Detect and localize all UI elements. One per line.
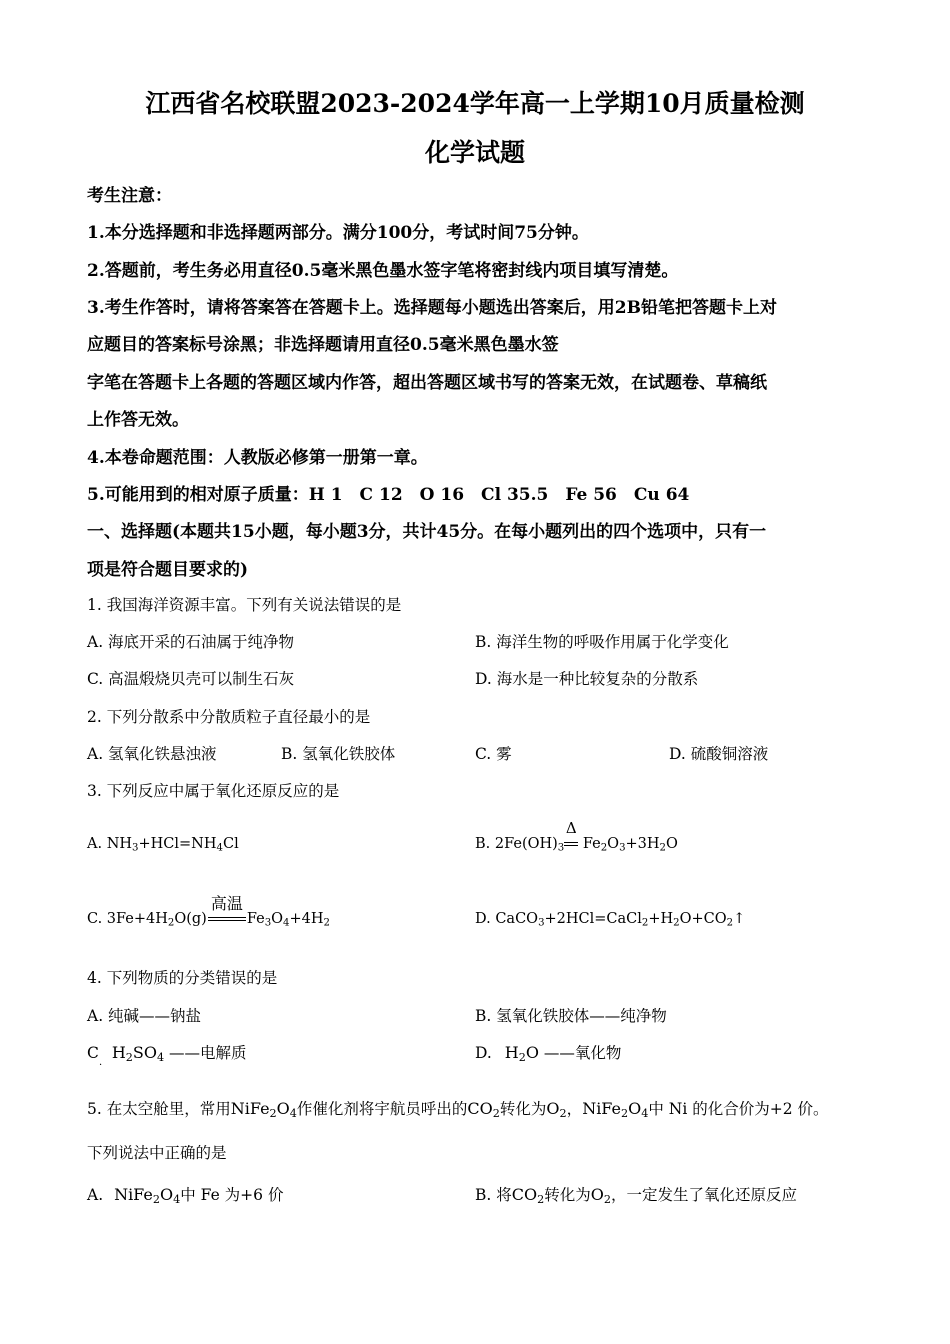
- exam-title: 江西省名校联盟2023-2024学年高一上学期10月质量检测: [145, 89, 805, 118]
- q3-option-d-label: D.: [475, 911, 496, 927]
- question-5-stem-cont: 下列说法中正确的是: [87, 1144, 227, 1162]
- q3-option-a-label: A.: [87, 836, 107, 852]
- section-heading-cont: 项是符合题目要求的): [87, 560, 249, 580]
- notice-item: 2.答题前，考生务必用直径0.5毫米黑色墨水签字笔将密封线内项目填写清楚。: [87, 261, 679, 281]
- q5-option-a: A. $NiFe_2O_4$中 Fe 为+6 价: [87, 1185, 284, 1206]
- delta-symbol: Δ: [565, 819, 577, 837]
- q4-option-c-text: ——电解质: [169, 1044, 247, 1062]
- q5-option-a-label: A.: [87, 1186, 104, 1204]
- notice-item: 上作答无效。: [87, 410, 189, 430]
- question-3-stem: 3. 下列反应中属于氧化还原反应的是: [87, 782, 340, 800]
- q5-stem-part: ，: [566, 1100, 583, 1118]
- q1-option-d: D. 海水是一种比较复杂的分散系: [475, 670, 699, 688]
- q5-option-b-part: ，一定发生了氧化还原反应: [611, 1186, 798, 1204]
- notice-item: 1.本分选择题和非选择题两部分。满分100分，考试时间75分钟。: [87, 223, 589, 243]
- q5-stem-part: 中 Ni 的化合价为+2 价。: [648, 1100, 829, 1118]
- stray-dot: ·: [99, 1060, 103, 1071]
- section-heading: 一、选择题(本题共15小题，每小题3分，共计45分。在每小题列出的四个选项中，只有一: [87, 522, 767, 542]
- notice-item: 5.可能用到的相对原子质量：H 1 C 12 O 16 Cl 35.5 Fe 56 Cu 64: [87, 485, 690, 505]
- q4-option-d: D. $H_2O$ ——氧化物: [475, 1043, 622, 1064]
- question-4-stem: 4. 下列物质的分类错误的是: [87, 969, 278, 987]
- q1-option-a: A. 海底开采的石油属于纯净物: [87, 633, 295, 651]
- question-2-stem: 2. 下列分散系中分散质粒子直径最小的是: [87, 708, 371, 726]
- q3-option-b: B. $2Fe(OH)_3$ Δ $Fe_2O_3+3H_2O$: [475, 819, 678, 854]
- q5-option-b-part: B. 将: [475, 1186, 512, 1204]
- question-1-stem: 1. 我国海洋资源丰富。下列有关说法错误的是: [87, 596, 402, 614]
- notice-item: 字笔在答题卡上各题的答题区域内作答，超出答题区域书写的答案无效，在试题卷、草稿纸: [87, 373, 767, 393]
- q5-option-a-text: 中 Fe 为+6 价: [180, 1186, 284, 1204]
- question-5-stem: 5. 在太空舱里，常用$NiFe_2O_4$作催化剂将宇航员呼出的$CO_2$转化为$O_2$，$NiFe_2O_4$中 Ni 的化合价为+2 价。: [87, 1099, 829, 1120]
- exam-subtitle: 化学试题: [424, 138, 525, 167]
- notice-item: 3.考生作答时，请将答案答在答题卡上。选择题每小题选出答案后，用2B铅笔把答题卡上对: [87, 298, 777, 318]
- q4-option-c: C $H_2SO_4$ ——电解质: [87, 1043, 247, 1064]
- q2-option-b: B. 氢氧化铁胶体: [281, 745, 396, 763]
- q4-option-b: B. 氢氧化铁胶体——纯净物: [475, 1007, 667, 1025]
- q3-option-d: D. $CaCO_3+2HCl=CaCl_2+H_2O+CO_2↑$: [475, 911, 746, 929]
- notice-item: 4.本卷命题范围：人教版必修第一册第一章。: [87, 448, 428, 468]
- q3-option-c: C. $3Fe+4H_2O(g)$ 高温 $Fe_3O_4+4H_2$: [87, 911, 330, 927]
- high-temp-label: 高温: [210, 894, 243, 913]
- q2-option-c: C. 雾: [475, 745, 512, 763]
- q3-option-b-label: B.: [475, 836, 495, 852]
- q3-option-c-label: C.: [87, 911, 107, 927]
- q5-stem-part: 作催化剂将宇航员呼出的: [296, 1100, 468, 1118]
- q4-option-d-label: D.: [475, 1044, 492, 1062]
- q4-option-c-label: C: [87, 1044, 99, 1062]
- q5-stem-part: 转化为: [499, 1100, 547, 1118]
- notice-item: 应题目的答案标号涂黑；非选择题请用直径0.5毫米黑色墨水签: [87, 335, 559, 355]
- q5-option-b-part: 转化为: [544, 1186, 591, 1204]
- q5-option-b: B. 将$CO_2$转化为$O_2$，一定发生了氧化还原反应: [475, 1185, 798, 1206]
- q2-option-d: D. 硫酸铜溶液: [669, 745, 769, 763]
- q4-option-a: A. 纯碱——钠盐: [87, 1007, 202, 1025]
- notice-heading: 考生注意：: [87, 186, 172, 206]
- q3-option-a: A. $NH_3+HCl=NH_4Cl$: [87, 836, 239, 854]
- q2-option-a: A. 氢氧化铁悬浊液: [87, 745, 217, 763]
- q5-stem-part: 5. 在太空舱里，常用: [87, 1100, 231, 1118]
- q1-option-c: C. 高温煅烧贝壳可以制生石灰: [87, 670, 295, 688]
- q1-option-b: B. 海洋生物的呼吸作用属于化学变化: [475, 633, 729, 651]
- q4-option-d-text: ——氧化物: [543, 1044, 622, 1062]
